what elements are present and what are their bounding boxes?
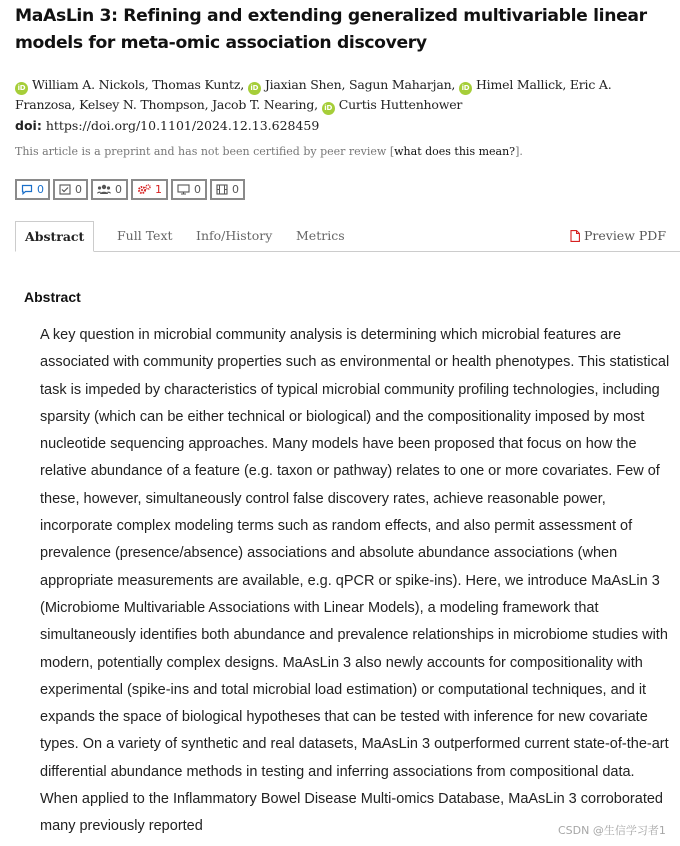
comments-badge[interactable]: [15, 179, 50, 200]
article-tabs: [15, 221, 680, 252]
author-separator: ,: [314, 97, 322, 112]
author-name[interactable]: Jiaxian Shen: [264, 77, 342, 92]
media-badge[interactable]: [171, 179, 207, 200]
author-separator: ,: [562, 77, 570, 92]
orcid-icon[interactable]: iD: [459, 82, 472, 95]
author-name[interactable]: Curtis Huttenhower: [338, 97, 463, 112]
author-name[interactable]: Sagun Maharjan: [349, 77, 452, 92]
author-name[interactable]: Eric A. Franzosa: [15, 77, 612, 112]
author-separator: ,: [341, 77, 350, 92]
tab-info-history[interactable]: Info/History: [196, 228, 273, 243]
abstract-heading: Abstract: [24, 289, 81, 305]
article-title: MaAsLin 3: Refining and extending generalized multivariable linear models for meta-omic association discovery: [15, 6, 647, 53]
author-separator: ,: [71, 97, 80, 112]
video-badge[interactable]: [210, 179, 245, 200]
preprint-note: [15, 145, 523, 158]
preview-pdf-label: Preview PDF: [583, 228, 666, 243]
author-separator: ,: [144, 77, 153, 92]
author-name[interactable]: Himel Mallick: [475, 77, 563, 92]
orcid-icon[interactable]: iD: [322, 102, 335, 115]
author-name[interactable]: Thomas Kuntz: [152, 77, 241, 92]
preprint-note-suffix: ].: [515, 145, 523, 158]
watermark: CSDN @生信学习者1: [558, 824, 666, 837]
metric-badges: [15, 179, 245, 200]
tools-badge[interactable]: [131, 179, 168, 200]
film-icon: [216, 184, 228, 195]
tools-count: 1: [155, 183, 162, 196]
author-separator: ,: [204, 97, 213, 112]
abstract-body: A key question in microbial community analysis is determining which microbial features are associated with community properties such as environmental or health phenotypes. This statistical task is impeded by characteristics of typical microbial community profiling technologies, including sparsity (which can be either technical or biological) and the compositionality imposed by most nucleotide sequencing approaches. Many models have been proposed that focus on how the relative abundance of a feature (e.g. taxon or pathway) relates to one or more covariates. Few of these, however, simultaneously control false discovery rates, achieve reasonable power, incorporate complex modeling terms such as random effects, and also permit assessment of prevalence (presence/absence) associations and absolute abundance associations (when appropriate measurements are available, e.g. qPCR or spike-ins). Here, we introduce MaAsLin 3 (Microbiome Multivariable Associations with Linear Models), a modeling framework that simultaneously identifies both abundance and prevalence relationships in microbiome studies with modern, potentially complex designs. MaAsLin 3 also newly accounts for compositionality with experimental (spike-ins and total microbial load estimation) or computational techniques, and it expands the space of biological hypotheses that can be tested with inference for new covariate types. On a variety of synthetic and real datasets, MaAsLin 3 outperformed current state-of-the-art differential abundance methods in testing and inferring associations from compositional data. When applied to the Inflammatory Bowel Disease Multi-omics Database, MaAsLin 3 corroborated many previously reported: [40, 327, 670, 835]
monitor-icon: [177, 184, 190, 195]
doi-label: doi:: [15, 118, 42, 133]
gears-icon: [137, 184, 151, 195]
author-list: [15, 75, 675, 115]
comments-count: 0: [37, 183, 44, 196]
author-separator: ,: [451, 77, 459, 92]
community-count: 0: [115, 183, 122, 196]
video-count: 0: [232, 183, 239, 196]
reviews-count: 0: [75, 183, 82, 196]
pdf-file-icon: [570, 230, 580, 242]
community-badge[interactable]: [91, 179, 128, 200]
comment-icon: [21, 184, 33, 195]
author-name[interactable]: Jacob T. Nearing: [212, 97, 315, 112]
reviews-badge[interactable]: [53, 179, 88, 200]
media-count: 0: [194, 183, 201, 196]
author-name[interactable]: Kelsey N. Thompson: [79, 97, 205, 112]
tab-abstract[interactable]: Abstract: [15, 221, 94, 252]
tab-full-text[interactable]: Full Text: [117, 228, 173, 243]
preprint-note-prefix: This article is a preprint and has not been certified by peer review [: [15, 145, 395, 158]
orcid-icon[interactable]: iD: [248, 82, 261, 95]
preview-pdf-link[interactable]: [570, 221, 666, 252]
what-does-this-mean-link[interactable]: what does this mean?: [394, 145, 516, 158]
author-separator: ,: [240, 77, 248, 92]
tab-metrics[interactable]: Metrics: [296, 228, 345, 243]
author-name[interactable]: William A. Nickols: [32, 77, 145, 92]
doi-link[interactable]: https://doi.org/10.1101/2024.12.13.628459: [45, 118, 320, 133]
checklist-icon: [59, 184, 71, 195]
users-icon: [97, 184, 111, 195]
doi-line: [15, 118, 319, 133]
orcid-icon[interactable]: iD: [15, 82, 28, 95]
